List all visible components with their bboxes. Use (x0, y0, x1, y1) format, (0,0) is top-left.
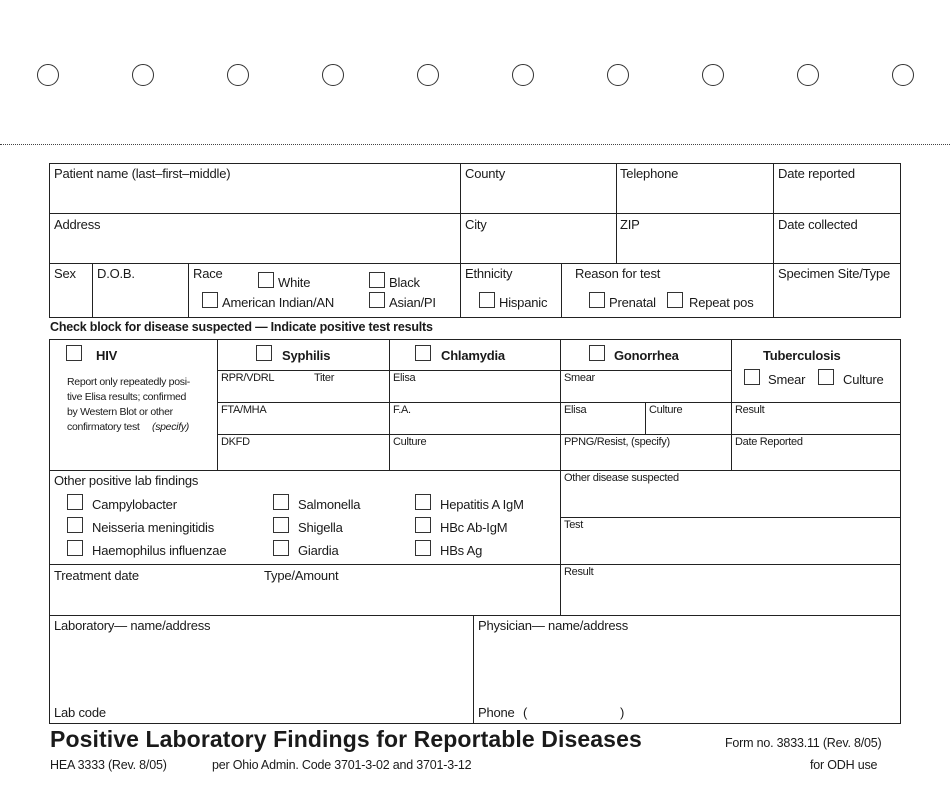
race-black-checkbox[interactable] (369, 272, 385, 288)
admin-code: per Ohio Admin. Code 3701-3-02 and 3701-3-12 (212, 758, 472, 772)
prenatal-label: Prenatal (609, 295, 656, 310)
gonorrhea-smear-field[interactable]: Smear (564, 372, 595, 384)
gonorrhea-culture-field[interactable]: Culture (649, 404, 683, 416)
divider (731, 339, 732, 470)
race-american-indian-label: American Indian/AN (222, 295, 335, 310)
race-asian-label: Asian/PI (389, 295, 436, 310)
hiv-note-line: by Western Blot or other (67, 406, 173, 418)
address-field[interactable]: Address (54, 217, 101, 232)
phone-close-paren: ) (620, 705, 625, 720)
county-field[interactable]: County (465, 166, 505, 181)
hea-number: HEA 3333 (Rev. 8/05) (50, 758, 167, 772)
salmonella-label: Salmonella (298, 497, 361, 512)
binder-hole-5 (417, 64, 439, 86)
binder-hole-9 (797, 64, 819, 86)
ppng-resist-field[interactable]: PPNG/Resist, (specify) (564, 436, 670, 448)
chlamydia-fa-field[interactable]: F.A. (393, 404, 411, 416)
divider (188, 263, 189, 318)
chlamydia-label: Chlamydia (441, 348, 505, 363)
race-white-label: White (278, 275, 311, 290)
neisseria-label: Neisseria meningitidis (92, 520, 215, 535)
syphilis-label: Syphilis (282, 348, 331, 363)
divider (645, 402, 646, 434)
hiv-note-line: confirmatory test (67, 421, 140, 433)
divider (561, 263, 562, 318)
dkfd-field[interactable]: DKFD (221, 436, 250, 448)
fta-mha-field[interactable]: FTA/MHA (221, 404, 267, 416)
divider (560, 517, 901, 518)
test-field[interactable]: Test (564, 519, 583, 531)
giardia-checkbox[interactable] (273, 540, 289, 556)
tuberculosis-label: Tuberculosis (763, 348, 841, 363)
divider (217, 402, 901, 403)
giardia-label: Giardia (298, 543, 339, 558)
check-block-heading: Check block for disease suspected — Indicate positive test results (50, 320, 433, 334)
race-asian-checkbox[interactable] (369, 292, 385, 308)
physician-field[interactable]: Physician— name/address (478, 618, 629, 633)
hiv-checkbox[interactable] (66, 345, 82, 361)
chlamydia-checkbox[interactable] (415, 345, 431, 361)
race-white-checkbox[interactable] (258, 272, 274, 288)
prenatal-checkbox[interactable] (589, 292, 605, 308)
neisseria-checkbox[interactable] (67, 517, 83, 533)
hbs-ag-label: HBs Ag (440, 543, 483, 558)
city-field[interactable]: City (465, 217, 487, 232)
hepatitis-a-label: Hepatitis A IgM (440, 497, 524, 512)
race-label: Race (193, 266, 223, 281)
divider (389, 339, 390, 470)
zip-field[interactable]: ZIP (620, 217, 640, 232)
tb-smear-checkbox[interactable] (744, 369, 760, 385)
patient-name-field[interactable]: Patient name (last–first–middle) (54, 166, 231, 181)
hiv-note-line: tive Elisa results; confirmed (67, 391, 187, 403)
divider (473, 615, 474, 724)
date-reported-field[interactable]: Date reported (778, 166, 855, 181)
binder-hole-3 (227, 64, 249, 86)
dob-field[interactable]: D.O.B. (97, 266, 135, 281)
binder-hole-2 (132, 64, 154, 86)
hbs-ag-checkbox[interactable] (415, 540, 431, 556)
laboratory-field[interactable]: Laboratory— name/address (54, 618, 211, 633)
repeat-pos-checkbox[interactable] (667, 292, 683, 308)
hepatitis-a-checkbox[interactable] (415, 494, 431, 510)
hiv-label: HIV (96, 348, 118, 363)
result-field[interactable]: Result (564, 566, 594, 578)
hiv-note-specify: (specify) (152, 421, 189, 433)
binder-hole-10 (892, 64, 914, 86)
divider (92, 263, 93, 318)
gonorrhea-elisa-field[interactable]: Elisa (564, 404, 587, 416)
hbc-ab-checkbox[interactable] (415, 517, 431, 533)
tb-smear-label: Smear (768, 372, 806, 387)
tb-culture-label: Culture (843, 372, 884, 387)
phone-field[interactable]: Phone ( (478, 705, 528, 720)
chlamydia-elisa-field[interactable]: Elisa (393, 372, 416, 384)
syphilis-checkbox[interactable] (256, 345, 272, 361)
divider (49, 564, 901, 565)
gonorrhea-label: Gonorrhea (614, 348, 679, 363)
binder-hole-1 (37, 64, 59, 86)
perforation-line (0, 144, 950, 145)
binder-hole-7 (607, 64, 629, 86)
race-american-indian-checkbox[interactable] (202, 292, 218, 308)
form-title: Positive Laboratory Findings for Reportable Diseases (50, 726, 642, 752)
campylobacter-checkbox[interactable] (67, 494, 83, 510)
date-collected-field[interactable]: Date collected (778, 217, 858, 232)
tb-date-reported-field[interactable]: Date Reported (735, 436, 803, 448)
haemophilus-label: Haemophilus influenzae (92, 543, 227, 558)
gonorrhea-checkbox[interactable] (589, 345, 605, 361)
hiv-note-line: Report only repeatedly posi- (67, 376, 190, 388)
treatment-date-field[interactable]: Treatment date (54, 568, 139, 583)
lab-code-field[interactable]: Lab code (54, 705, 106, 720)
reason-label: Reason for test (575, 266, 661, 281)
chlamydia-culture-field[interactable]: Culture (393, 436, 427, 448)
specimen-field[interactable]: Specimen Site/Type (778, 266, 891, 281)
hispanic-checkbox[interactable] (479, 292, 495, 308)
other-disease-field[interactable]: Other disease suspected (564, 472, 679, 484)
binder-hole-8 (702, 64, 724, 86)
divider (49, 470, 901, 471)
ethnicity-label: Ethnicity (465, 266, 513, 281)
divider (217, 339, 218, 470)
telephone-field[interactable]: Telephone (620, 166, 679, 181)
hbc-ab-label: HBc Ab-IgM (440, 520, 508, 535)
type-amount-field[interactable]: Type/Amount (264, 568, 339, 583)
other-findings-heading: Other positive lab findings (54, 473, 199, 488)
rpr-vdrl-field[interactable]: RPR/VDRL (221, 372, 275, 384)
race-black-label: Black (389, 275, 420, 290)
binder-hole-6 (512, 64, 534, 86)
titer-field[interactable]: Titer (314, 372, 335, 384)
form-number: Form no. 3833.11 (Rev. 8/05) (725, 736, 882, 750)
divider (460, 163, 461, 318)
sex-field[interactable]: Sex (54, 266, 76, 281)
haemophilus-checkbox[interactable] (67, 540, 83, 556)
divider (616, 163, 617, 263)
divider (217, 434, 901, 435)
salmonella-checkbox[interactable] (273, 494, 289, 510)
repeat-pos-label: Repeat pos (689, 295, 754, 310)
tb-culture-checkbox[interactable] (818, 369, 834, 385)
shigella-checkbox[interactable] (273, 517, 289, 533)
hispanic-label: Hispanic (499, 295, 548, 310)
divider (217, 370, 732, 371)
divider (560, 339, 561, 616)
binder-hole-4 (322, 64, 344, 86)
campylobacter-label: Campylobacter (92, 497, 177, 512)
odh-use: for ODH use (810, 758, 878, 772)
shigella-label: Shigella (298, 520, 343, 535)
tb-result-field[interactable]: Result (735, 404, 765, 416)
divider (773, 163, 774, 318)
